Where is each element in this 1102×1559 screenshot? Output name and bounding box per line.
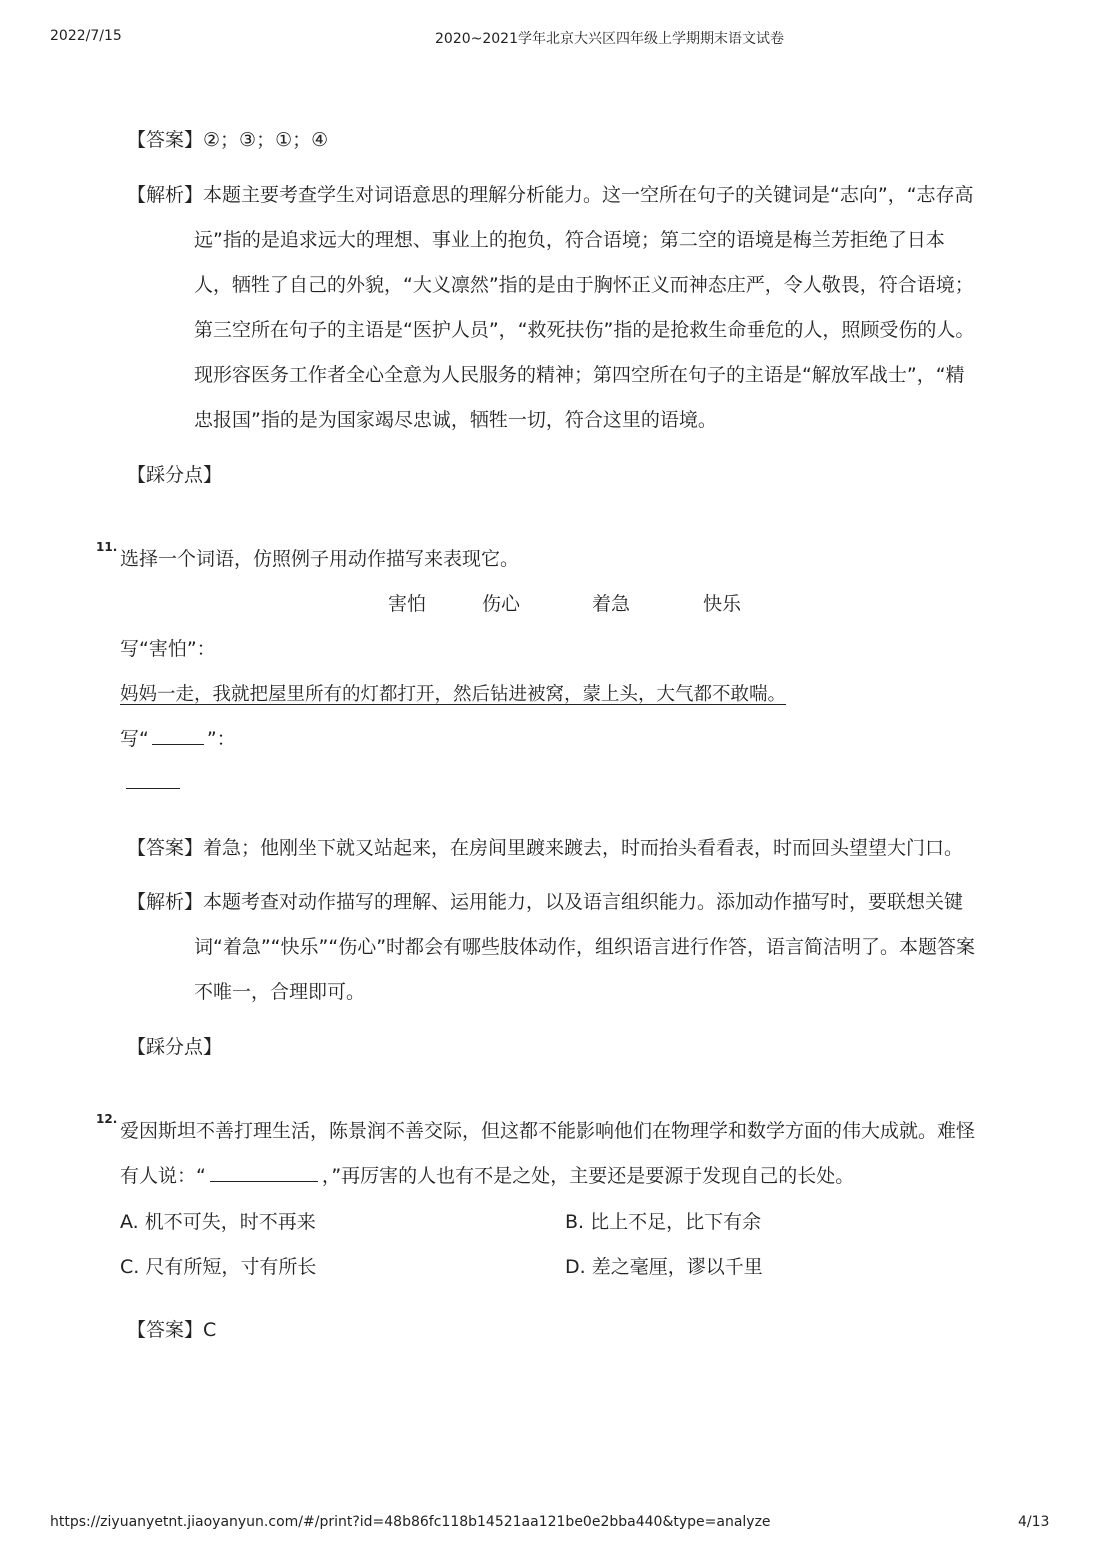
q12-option-c[interactable]: C. 尺有所短，寸有所长 (120, 1256, 317, 1278)
q11-answer (127, 833, 963, 860)
answer-tag: 【答案】 (127, 129, 204, 151)
answer-blank[interactable] (126, 788, 180, 789)
question-number-12: 12. (96, 1112, 118, 1126)
q12-option-b[interactable]: B. 比上不足，比下有余 (565, 1211, 762, 1233)
answer-text: ②；③；①；④ (203, 129, 329, 151)
q10-points: 【踩分点】 (127, 464, 223, 486)
q10-analysis-line-5: 现形容医务工作者全心全意为人民服务的精神；第四空所在句子的主语是“解放军战士”，“精 (194, 364, 965, 386)
answer-tag: 【答案】 (127, 837, 204, 859)
document-title: 2020~2021学年北京大兴区四年级上学期期末语文试卷 (435, 31, 784, 47)
q10-analysis-line-3: 人，牺牲了自己的外貌，“大义凛然”指的是由于胸怀正义而神态庄严，令人敬畏，符合语境； (194, 274, 974, 296)
q10-analysis-line-2: 远”指的是追求远大的理想、事业上的抱负，符合语境；第二空的语境是梅兰芳拒绝了日本 (194, 229, 945, 251)
q12-option-a[interactable]: A. 机不可失，时不再来 (120, 1211, 316, 1233)
question-number-11: 11. (96, 540, 118, 554)
q11-example-label: 写“害怕”： (120, 638, 216, 660)
q12-option-d[interactable]: D. 差之毫厘，谬以千里 (565, 1256, 763, 1278)
q12-prompt-line-1: 爱因斯坦不善打理生活，陈景润不善交际，但这都不能影响他们在物理学和数学方面的伟大成就。难怪 (120, 1120, 976, 1142)
q11-analysis-line-2: 词“着急”“快乐”“伤心”时都会有哪些肢体动作，组织语言进行作答，语言简洁明了。本题答案 (194, 936, 976, 958)
write-suffix: ”： (206, 728, 236, 750)
q11-word-option: 快乐 (703, 593, 742, 615)
idiom-blank[interactable] (210, 1180, 318, 1182)
print-date: 2022/7/15 (50, 28, 122, 44)
q10-analysis-line-1 (127, 180, 974, 207)
analysis-tag: 【解析】 (127, 184, 204, 206)
q10-analysis-line-4: 第三空所在句子的主语是“医护人员”，“救死扶伤”指的是抢救生命垂危的人，照顾受伤的人。 (194, 319, 975, 341)
analysis-tag: 【解析】 (127, 891, 204, 913)
q12-answer (127, 1315, 216, 1342)
q11-word-option: 着急 (592, 593, 631, 615)
write-prefix: 写“ (120, 728, 149, 750)
q11-prompt: 选择一个词语，仿照例子用动作描写来表现它。 (120, 548, 520, 570)
q11-word-option: 伤心 (482, 593, 521, 615)
q11-example-text: 妈妈一走，我就把屋里所有的灯都打开，然后钻进被窝，蒙上头，大气都不敢喘。 (120, 684, 787, 705)
word-blank[interactable] (152, 743, 204, 745)
q10-answer (127, 125, 328, 152)
page-number: 4/13 (1018, 1514, 1050, 1530)
q10-analysis-line-6: 忠报国”指的是为国家竭尽忠诚，牺牲一切，符合这里的语境。 (194, 409, 717, 431)
q11-analysis-line-1 (127, 887, 963, 914)
q11-analysis-line-3: 不唯一，合理即可。 (194, 981, 366, 1003)
q11-points: 【踩分点】 (127, 1036, 223, 1058)
page-url: https://ziyuanyetnt.jiaoyanyun.com/#/print?id=48b86fc118b14521aa121be0e2bba440&type=analyze (50, 1514, 771, 1530)
q12-prompt-line-2 (120, 1161, 854, 1188)
prompt-part-a: 有人说：“ (120, 1165, 206, 1187)
answer-text: 着急；他刚坐下就又站起来，在房间里踱来踱去，时而抬头看看表，时而回头望望大门口。 (203, 837, 964, 859)
q11-write-line (120, 724, 236, 751)
answer-tag: 【答案】 (127, 1319, 204, 1341)
prompt-part-b: ，”再厉害的人也有不是之处，主要还是要源于发现自己的长处。 (321, 1165, 855, 1187)
analysis-text: 本题考查对动作描写的理解、运用能力，以及语言组织能力。添加动作描写时，要联想关键 (203, 891, 964, 913)
answer-text: C (203, 1319, 217, 1341)
analysis-text: 本题主要考查学生对词语意思的理解分析能力。这一空所在句子的关键词是“志向”，“志存高 (203, 184, 974, 206)
q11-word-option: 害怕 (388, 593, 427, 615)
